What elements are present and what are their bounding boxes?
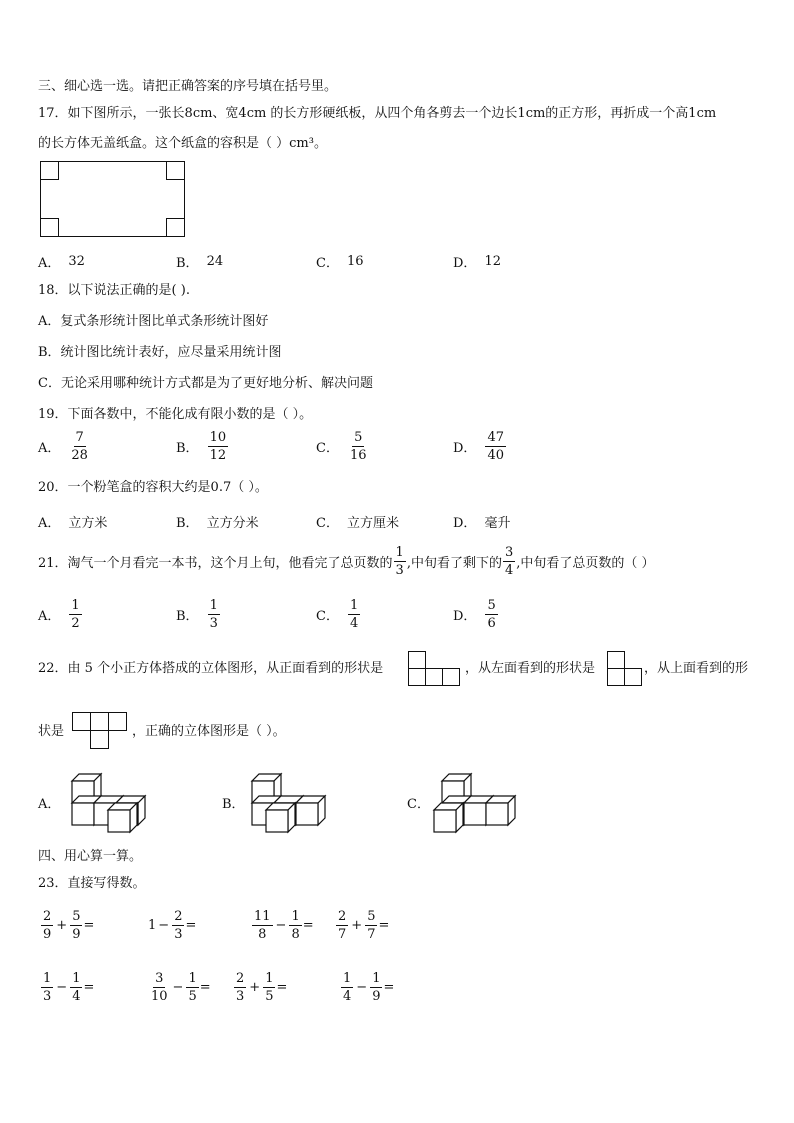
cube-block [434,803,463,832]
q18-option-b[interactable]: B．统计图比统计表好，应尽量采用统计图 [38,345,282,360]
q18-option-c[interactable]: C．无论采用哪种统计方式都是为了更好地分析、解决问题 [38,376,373,391]
top-view-diagram [72,712,128,750]
fraction: $\frac{5}{7}$ [367,909,376,942]
q22-option-c-label[interactable]: C． [407,797,430,812]
cube-block [266,803,295,832]
fraction: $\frac{1}{5}$ [188,971,197,1004]
cube-block [296,796,325,825]
q21-option-d[interactable]: D． $\frac{5}{6}$ [453,598,496,631]
q19-option-b[interactable]: B． $\frac{10}{12}$ [176,430,227,463]
calc-item[interactable]: 1 − $\frac{2}{3}$ = [148,909,197,942]
fraction: $\frac{2}{3}$ [174,909,183,942]
fraction: $\frac{7}{28}$ [71,430,88,463]
question-22-part3: ，从上面看到的形 [644,661,749,676]
q22-option-b-label[interactable]: B． [222,797,245,812]
calc-item[interactable]: $\frac{3}{10}$ − $\frac{1}{5}$ = [151,971,211,1004]
cube-block [486,796,515,825]
fraction: $\frac{1}{8}$ [291,909,300,942]
fraction: $\frac{3}{10}$ [151,971,168,1004]
q20-option-b[interactable]: B． 立方分米 [176,516,259,531]
q21-option-c[interactable]: C． $\frac{1}{4}$ [316,598,359,631]
fraction: $\frac{11}{8}$ [254,909,271,942]
front-view-diagram [408,651,462,687]
fraction: $\frac{1}{4}$ [72,971,81,1004]
fraction: $\frac{5}{9}$ [72,909,81,942]
q21-option-a[interactable]: A． $\frac{1}{2}$ [38,598,80,631]
fraction: $\frac{2}{7}$ [338,909,347,942]
q17-option-d[interactable]: D． 12 [453,254,501,271]
question-22-part4: 状是 [38,724,65,739]
calc-item[interactable]: $\frac{1}{3}$ − $\frac{1}{4}$ = [43,971,95,1004]
question-22-part1: 22．由 5 个小正方体搭成的立体图形，从正面看到的形状是 [38,661,384,676]
fraction: $\frac{1}{9}$ [372,971,381,1004]
q22-option-a-label[interactable]: A． [38,797,61,812]
section-heading-3: 三、细心选一选。请把正确答案的序号填在括号里。 [38,79,338,94]
question-19-stem: 19．下面各数中，不能化成有限小数的是（ ）。 [38,407,313,422]
calc-item[interactable]: $\frac{1}{4}$ − $\frac{1}{9}$ = [343,971,395,1004]
q20-option-d[interactable]: D． 毫升 [453,516,511,531]
fraction: $\frac{1}{4}$ [349,598,359,631]
calc-item[interactable]: $\frac{11}{8}$ − $\frac{1}{8}$ = [254,909,314,942]
fraction: $\frac{5}{6}$ [487,598,496,631]
q19-option-a[interactable]: A． $\frac{7}{28}$ [38,430,88,463]
section-heading-4: 四、用心算一算。 [38,849,143,864]
fraction: $\frac{1}{5}$ [265,971,274,1004]
cardboard-diagram [40,161,186,239]
question-22-part5: ，正确的立体图形是（ ）。 [132,724,286,739]
fraction: $\frac{10}{12}$ [209,430,227,463]
question-22-part2: ，从左面看到的形状是 [465,661,596,676]
q22-option-b-figure[interactable] [250,774,322,830]
fraction: $\frac{2}{3}$ [236,971,245,1004]
q20-option-a[interactable]: A． 立方米 [38,516,108,531]
q19-option-c[interactable]: C． $\frac{5}{16}$ [316,430,367,463]
fraction: $\frac{5}{16}$ [349,430,367,463]
calc-item[interactable]: $\frac{2}{9}$ + $\frac{5}{9}$ = [43,909,95,942]
fraction: $\frac{47}{40}$ [487,430,504,463]
question-21-stem: 21．淘气一个月看完一本书，这个月上旬，他看完了总页数的 $\frac{1}{3}$ ,中旬看了剩下的 $\frac{3}{4}$ ,中旬看了总页数的（ ） [38,545,655,578]
calc-item[interactable]: $\frac{2}{3}$ + $\frac{1}{5}$ = [236,971,288,1004]
q20-option-c[interactable]: C． 立方厘米 [316,516,399,531]
fraction: $\frac{1}{3}$ [43,971,52,1004]
q21-option-b[interactable]: B． $\frac{1}{3}$ [176,598,218,631]
question-18-stem: 18．以下说法正确的是( ). [38,283,190,298]
q22-option-a-figure[interactable] [68,774,150,830]
fraction: $\frac{1}{4}$ [343,971,352,1004]
cube-block [108,803,137,832]
calc-item[interactable]: $\frac{2}{7}$ + $\frac{5}{7}$ = [338,909,390,942]
question-17-stem-line1: 17．如下图所示，一张长8cm、宽4cm 的长方形硬纸板，从四个角各剪去一个边长1cm的正方形，再折成一个高1cm [38,106,717,121]
fraction: $\frac{1}{3}$ [209,598,218,631]
left-view-diagram [607,651,643,687]
q17-option-b[interactable]: B． 24 [176,254,224,271]
fraction: $\frac{3}{4}$ [504,545,514,578]
fraction: $\frac{1}{2}$ [71,598,80,631]
question-17-stem-line2: 的长方体无盖纸盒。这个纸盒的容积是（ ）cm³。 [38,136,327,151]
fraction: $\frac{1}{3}$ [395,545,404,578]
fraction: $\frac{2}{9}$ [43,909,52,942]
q17-option-a[interactable]: A． 32 [38,254,85,271]
q19-option-d[interactable]: D． $\frac{47}{40}$ [453,430,504,463]
question-23-stem: 23．直接写得数。 [38,876,146,891]
question-20-stem: 20．一个粉笔盒的容积大约是0.7（ ）。 [38,480,268,495]
q17-option-c[interactable]: C． 16 [316,254,364,271]
q22-option-c-figure[interactable] [434,774,520,830]
q18-option-a[interactable]: A．复式条形统计图比单式条形统计图好 [38,314,269,329]
